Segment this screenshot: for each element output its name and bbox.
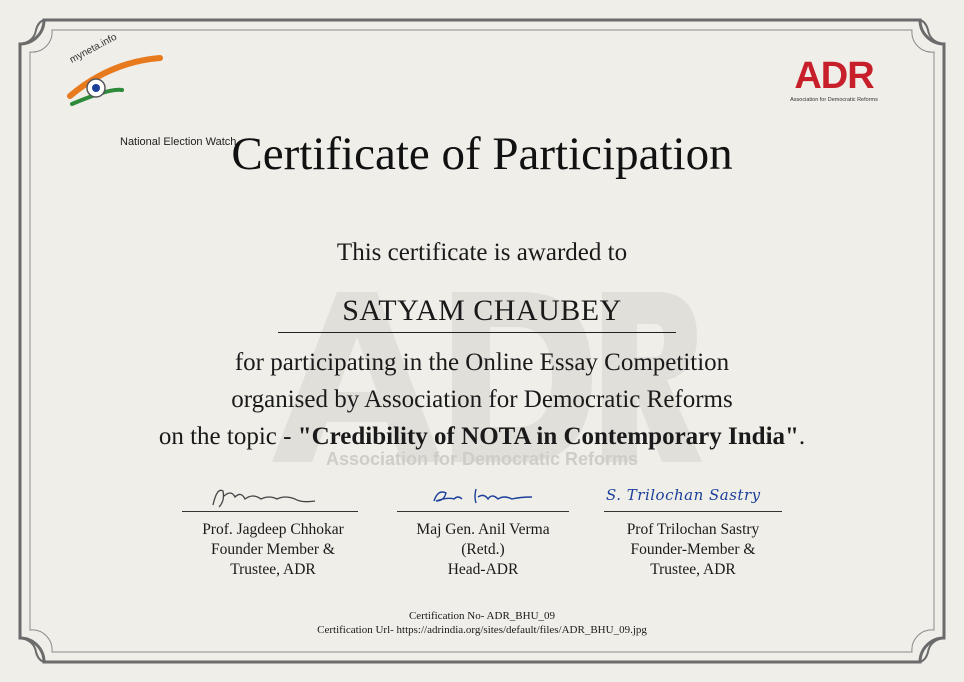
signatory-2-role-2: Head-ADR — [447, 561, 519, 578]
recipient-underline — [278, 332, 676, 333]
signature-line-3 — [604, 511, 782, 512]
signatory-2-name: Maj Gen. Anil Verma — [416, 521, 550, 538]
signature-verma — [428, 483, 538, 511]
signatory-2 — [383, 520, 583, 580]
signatory-1-role-2: Trustee, ADR — [230, 561, 316, 578]
body-line-1: for participating in the Online Essay Competition — [234, 349, 730, 376]
recipient-name: SATYAM CHAUBEY — [342, 294, 622, 327]
signature-line-2 — [397, 511, 569, 512]
signatory-3 — [593, 520, 793, 580]
signatory-3-name: Prof Trilochan Sastry — [626, 521, 760, 538]
myneta-emblem-icon — [60, 52, 270, 112]
myneta-brand-text: myneta.info — [68, 31, 119, 66]
awarded-line: This certificate is awarded to — [336, 239, 628, 266]
myneta-logo — [60, 31, 270, 148]
signatory-1-role-1: Founder Member & — [211, 541, 335, 558]
signature-sastry: S. Trilochan Sastry — [606, 486, 761, 504]
signature-chhokar — [205, 483, 325, 513]
signatory-1 — [173, 520, 373, 580]
adr-logo — [778, 56, 890, 108]
topic-line — [0, 421, 964, 453]
signature-line-1 — [182, 511, 358, 512]
essay-topic: "Credibility of NOTA in Contemporary India" — [297, 423, 799, 450]
certification-number: Certification No- ADR_BHU_09 — [408, 610, 556, 622]
national-election-watch-text: National Election Watch — [120, 136, 237, 148]
signatory-3-role-1: Founder-Member & — [630, 541, 756, 558]
signatory-3-role-2: Trustee, ADR — [650, 561, 736, 578]
adr-logo-subtitle: Association for Democratic Reforms — [790, 97, 878, 103]
topic-prefix: on the topic - — [158, 423, 298, 450]
certification-url: Certification Url- https://adrindia.org/sites/default/files/ADR_BHU_09.jpg — [317, 624, 647, 636]
topic-suffix: . — [798, 423, 806, 450]
signatory-1-name: Prof. Jagdeep Chhokar — [202, 521, 344, 538]
body-line-2: organised by Association for Democratic Reforms — [231, 386, 733, 413]
watermark-text: Association for Democratic Reforms — [325, 449, 639, 469]
signatory-2-role-1: (Retd.) — [461, 541, 505, 558]
adr-logo-letters: ADR — [794, 55, 874, 97]
certificate-title: Certificate of Participation — [231, 128, 733, 180]
